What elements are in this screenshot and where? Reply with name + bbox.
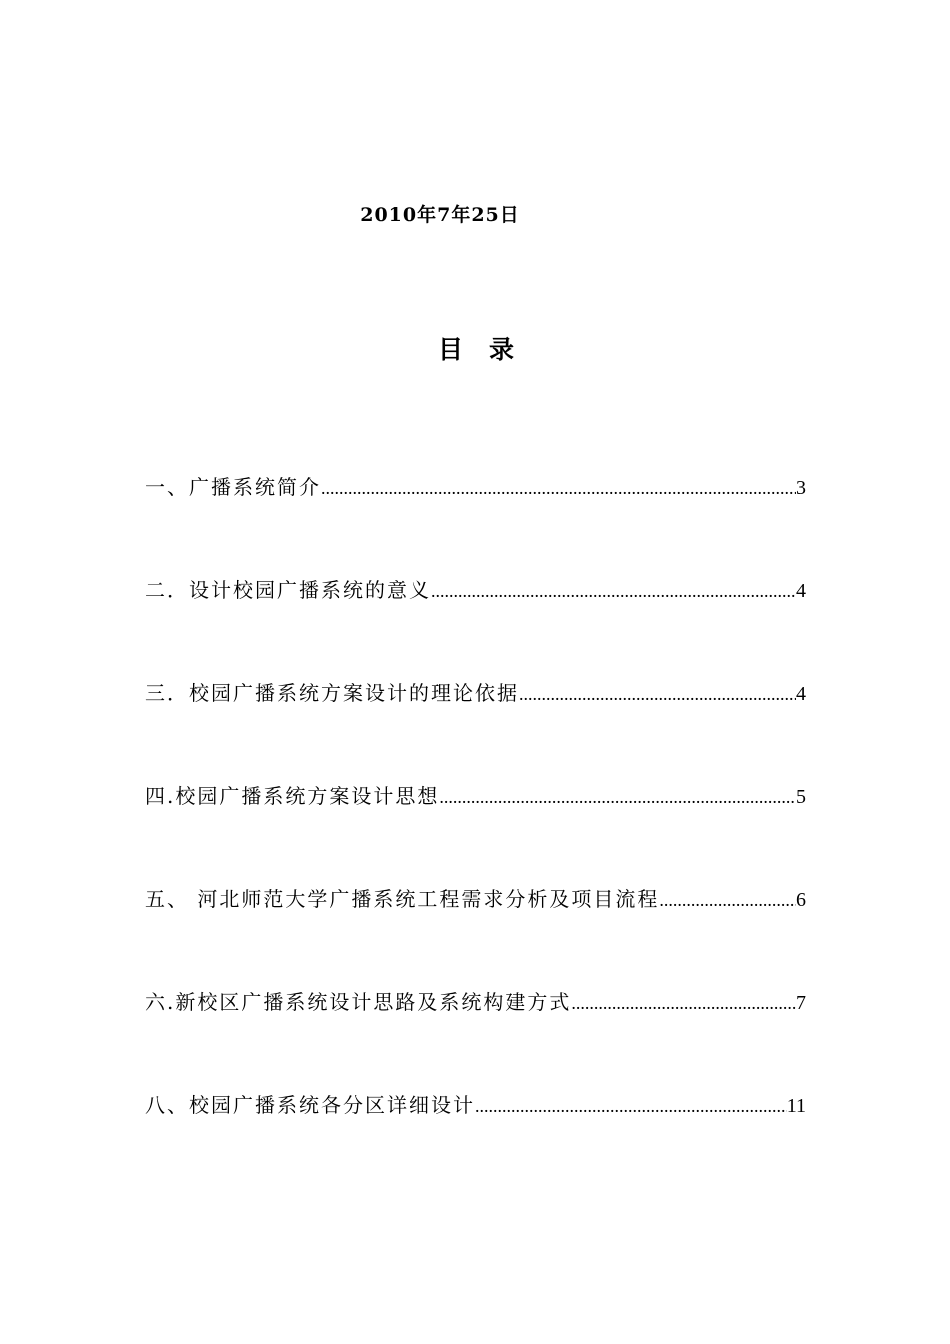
toc-dot-leader <box>321 478 796 499</box>
toc-dot-leader <box>431 581 796 602</box>
toc-entry-6[interactable] <box>145 986 806 1016</box>
toc-dot-leader <box>439 787 796 808</box>
toc-page-number: 4 <box>796 683 806 705</box>
toc-page-number: 5 <box>796 786 806 808</box>
toc-page-number: 3 <box>796 477 806 499</box>
toc-entry-5[interactable] <box>145 883 806 913</box>
toc-entry-label: 五、 河北师范大学广播系统工程需求分析及项目流程 <box>145 887 660 911</box>
toc-entry-3[interactable] <box>145 677 806 707</box>
toc-entry-2[interactable] <box>145 574 806 604</box>
toc-entry-label: 八、校园广播系统各分区详细设计 <box>145 1093 475 1117</box>
toc-dot-leader <box>659 890 796 911</box>
toc-entry-4[interactable] <box>145 780 806 810</box>
toc-entry-label: 三．校园广播系统方案设计的理论依据 <box>145 681 519 705</box>
toc-heading: 目录 <box>437 335 540 364</box>
toc-entry-label: 一、广播系统简介 <box>145 475 321 499</box>
toc-dot-leader <box>475 1096 787 1117</box>
toc-dot-leader <box>519 684 796 705</box>
toc-dot-leader <box>571 993 796 1014</box>
toc-page-number: 4 <box>796 580 806 602</box>
table-of-contents <box>145 471 806 1192</box>
toc-page-number: 7 <box>796 992 806 1014</box>
toc-entry-label: 二．设计校园广播系统的意义 <box>145 578 431 602</box>
toc-entry-label: 四.校园广播系统方案设计思想 <box>145 784 440 808</box>
toc-entry-1[interactable] <box>145 471 806 501</box>
document-date: 2010年7年25日 <box>360 204 520 226</box>
toc-entry-label: 六.新校区广播系统设计思路及系统构建方式 <box>145 990 572 1014</box>
toc-entry-7[interactable] <box>145 1089 806 1119</box>
toc-page-number: 11 <box>786 1095 806 1117</box>
toc-page-number: 6 <box>796 889 806 911</box>
